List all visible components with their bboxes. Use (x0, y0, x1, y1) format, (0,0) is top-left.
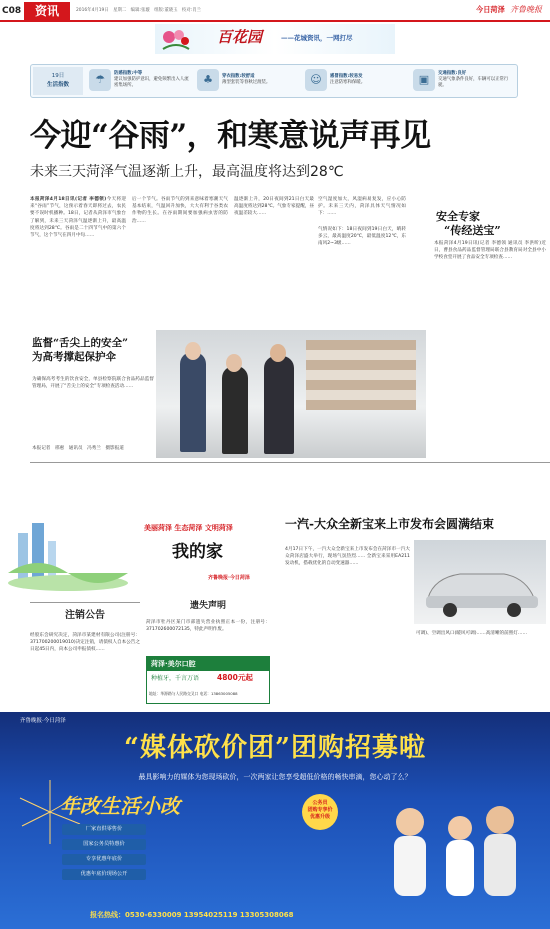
main-col-3: 温逐渐上升，20日夜间到21日白天最高温度将达到28℃。气象专家提醒，昼夜温差较大…… (234, 197, 314, 217)
tip-name: 感冒指数:较易发 (330, 74, 363, 79)
side-title-line2: “传经送宝” (444, 224, 501, 237)
feature-title-line1: 监督“舌尖上的安全” (32, 337, 129, 349)
group-buy-ad (0, 712, 550, 929)
clinic-contact: 地址：华源路与人民路交叉口 电话：13863005088 (149, 691, 238, 696)
section-banner (155, 24, 395, 54)
car-icon (414, 540, 546, 624)
dateline: 2016年4月19日 星期二 编辑:张璇 组版:董晓玉 校对:肖兰 (76, 8, 201, 13)
tips-date: 19日 (51, 73, 65, 79)
banner-subtitle: ——花城资讯，一网打尽 (281, 34, 353, 42)
tip-name: 穿衣指数:较舒适 (222, 74, 255, 79)
person-woman (222, 366, 248, 454)
person-woman-head (226, 354, 242, 372)
car-text-col1 (285, 546, 410, 706)
person-officer (180, 352, 206, 452)
car-headline: 一汽-大众全新宝来上市发布会圆满结束 (285, 517, 494, 531)
life-index-bar (30, 64, 518, 98)
mask-icon: ☺ (305, 69, 327, 91)
person-man-head (270, 344, 286, 362)
flower-icon (161, 27, 191, 51)
ad-banner: 年改生活小改 (60, 794, 180, 818)
page-number: C08 (2, 6, 22, 16)
ad-corner-brand: 齐鲁晚报·今日菏泽 (20, 718, 66, 724)
car-icon: ▣ (413, 69, 435, 91)
main-col-4: 空气湿度加大，风湿病易复发，应小心防护。未来三天内，菏泽具体天气情况如下：…… (318, 197, 406, 217)
feature-title-line2: 为高考撑起保护伞 (32, 351, 116, 363)
feature-photo (156, 330, 426, 458)
ad-sub: 最具影响力的媒体为您现场砍价，一次两家让您享受超低价格的畅快串滴，您心动了么？ (138, 773, 412, 781)
tip-cold (305, 69, 405, 91)
garden-ad (8, 495, 268, 597)
ad-badge: 公务员 团购专享价 优惠升级 (302, 794, 338, 830)
car-side-text: 可调)、空调出风口(暖风可调)……高清晰的前照灯…… (416, 631, 528, 636)
side-title (436, 210, 546, 238)
car-text-2: 全新宝来采用EA211发动机，搭载优化的自动变速器…… (285, 554, 410, 567)
tip-traffic (413, 69, 515, 91)
tip-text: 交通气象条件良好，车辆可以正常行驶。 (438, 77, 509, 88)
clinic-price: 4800元起 (217, 673, 253, 682)
tip-name: 交通指数:良好 (438, 71, 467, 76)
main-headline: 今迎“谷雨”，和寒意说声再见 (30, 118, 431, 154)
tip-text: 建议加强防护意识，避免频繁出入人流密集场所。 (114, 77, 189, 88)
header-rule (0, 20, 550, 22)
garden-footer: 齐鲁晚报·今日菏泽 (208, 575, 250, 581)
main-col-1 (30, 196, 126, 326)
ad-item-3: 专享优惠年底价 (62, 854, 146, 865)
cancel-text: 经股东会研究决定，菏泽市某建材有限公司(注册号：371700200019010)决定注销，请债权人自本公告之日起45日内，向本公司申报债权…… (30, 632, 140, 652)
banner-title: 百花园 (217, 28, 263, 46)
lost-notice (146, 600, 270, 654)
clinic-slogan: 种植牙，千言万语 (151, 675, 200, 682)
clinic-ad (146, 656, 270, 704)
flu-icon: ☂ (89, 69, 111, 91)
person-man (264, 356, 294, 454)
lost-title: 遗失声明 (189, 601, 226, 611)
family-photo (370, 792, 540, 902)
side-title-line1: 安全专家 (436, 210, 480, 223)
skyline-illustration (8, 503, 128, 591)
section-divider (30, 462, 550, 463)
garden-title: 我的家 (172, 542, 223, 562)
feature-text: 为确保高考考生的饮食安全，单县检察院联合食品药品监督管理局，开展了“舌尖上的安全”专项检查活动…… (32, 377, 154, 390)
main-byline: 本报菏泽4月18日讯(记者 李德领) (30, 197, 107, 202)
car-photo (414, 540, 546, 624)
shelf (306, 340, 416, 410)
ad-item-2: 国家公务员特惠价 (62, 839, 146, 850)
main-col-5: 气情况如下：18日夜间到19日白天，晴转多云，最高温度20℃，最低温度12℃，东南风2~3级…… (318, 227, 406, 247)
ad-headline: “媒体砍价团”团购招募啦 (124, 733, 426, 763)
brand-script: 齐鲁晚报 (510, 5, 542, 14)
person-officer-head (185, 342, 201, 360)
tip-clothing (197, 69, 297, 91)
side-text: 本报菏泽4月19日讯(记者 李德领 通讯员 李洪昕)近日，曹县食品药品监督管理局联合县教育局对全县中小学校食堂开展了食品安全专项检查…… (434, 241, 546, 261)
feature-title (32, 336, 167, 364)
car-text: 4月17日下午，一汽大众全新宝来上市发布会在菏泽市一汽大众菏泽店盛大举行，现场气氛热烈…… (285, 547, 410, 560)
feature-credit: 本报记者 邢惠 通讯员 冯秀兰 摄影报道 (32, 446, 124, 451)
life-index-label (33, 67, 83, 95)
shirt-icon: ♣ (197, 69, 219, 91)
ad-item-4: 优惠年底价现场公开 (62, 869, 146, 880)
tip-text: 注意防寒和保暖。 (330, 80, 366, 85)
cancel-notice (30, 602, 140, 710)
main-col-2: 后一个节气。谷雨节气的到来意味着寒潮天气基本结束，气温回升加快，大大有利于谷类农作物的生长。在谷雨期间要加强病虫害的防治…… (132, 197, 228, 224)
cancel-title: 注销公告 (65, 610, 105, 621)
garden-slogan: 美丽菏泽 生态菏泽 文明菏泽 (144, 524, 233, 532)
tips-label: 生活指数 (46, 82, 69, 88)
tip-name: 防感指数:中等 (114, 71, 143, 76)
ad-item-1: 厂家直供零售价 (62, 824, 146, 835)
lost-text: 菏泽市牡丹区某门市部遗失营业执照正本一份，注册号：371702600072135，特此声明作废。 (146, 620, 270, 633)
main-text: 今天将迎来“谷雨”节气，这预示着春天即将过去，农民要不误时机播种。18日，记者从菏泽市气象台了解到，未来三天菏泽气温逐渐上升，最高温度将达到28℃。谷雨是二十四节气中的第六个节气，这个节气在四月中旬…… (30, 197, 126, 239)
main-subhead: 未来三天菏泽气温逐渐上升，最高温度将达到28℃ (30, 164, 344, 180)
section-tag: 资讯 (24, 2, 70, 20)
tip-text: 薄型套装等春秋过渡装。 (222, 80, 271, 85)
tip-flu (89, 69, 189, 91)
brand-name: 今日菏泽 (476, 5, 505, 14)
ad-phone: 报名热线：0530-6330009 13954025119 13305308068 (90, 911, 294, 919)
clinic-brand: 菏泽·美尔口腔 (147, 657, 269, 671)
